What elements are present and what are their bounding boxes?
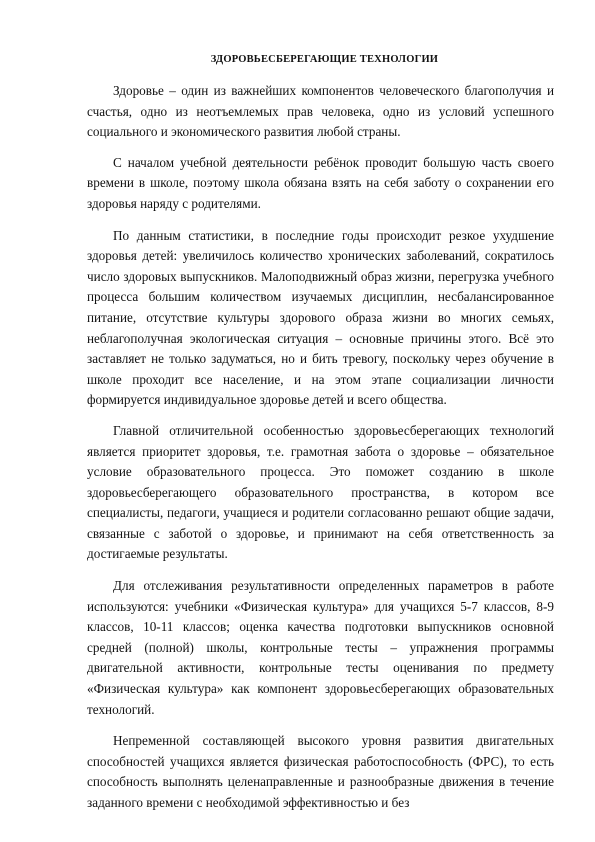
document-title: ЗДОРОВЬЕСБЕРЕГАЮЩИЕ ТЕХНОЛОГИИ	[210, 54, 439, 65]
document-body	[87, 53, 554, 825]
paragraph-health-definition: Здоровье – один из важнейших компонентов человеческого благополучия и счастья, одно из неотъемлемых прав человека, одно из условий успешного социального и экономического развития любой страны.	[87, 83, 554, 140]
paragraph-monitoring: Для отслеживания результативности определенных параметров в работе используются: учебники «Физическая культура» для учащихся 5-7 классов, 8-9 классов, 10-11 классов; оценка качества подготовки выпускников основной средней (полной) школы, контрольные тесты – упражнения программы двигательной активности, контрольные тесты оценивания по предмету «Физическая культура» как компонент здоровьесберегающих образовательных технологий.	[87, 578, 554, 717]
paragraph-main-feature: Главной отличительной особенностью здоровьесберегающих технологий является приоритет здоровья, т.е. грамотная забота о здоровье – обязательное условие образовательного процесса. Это поможет созданию в школе здоровьесберегающего образовательного пространства, в котором все специалисты, педагоги, учащиеся и родители согласованно решают общие задачи, связанные с заботой о здоровье, и принимают на себя ответственность за достигаемые результаты.	[87, 422, 554, 562]
paragraph-statistics: По данным статистики, в последние годы происходит резкое ухудшение здоровья детей: увеличилось количество хронических заболеваний, сократилось число здоровых выпускников. Малоподвижный образ жизни, перегрузка учебного процесса большим количеством изучаемых дисциплин, несбалансированное питание, отсутствие культуры здорового образа жизни во многих семьях, неблагополучная экологическая ситуация – основные причины этого. Всё это заставляет не только задуматься, но и бить тревогу, поскольку через обучение в школе проходит все население, и на этом этапе социализации личности формируется индивидуальное здоровье детей и всего общества.	[87, 227, 554, 408]
paragraph-work-capacity: Непременной составляющей высокого уровня развития двигательных способностей учащихся является физическая работоспособность (ФРС), то есть способность выполнять целенаправленные и разнообразные движения в течение заданного времени с необходимой эффективностью и без	[87, 733, 554, 810]
paragraph-school-responsibility: С началом учебной деятельности ребёнок проводит большую часть своего времени в школе, поэтому школа обязана взять на себя заботу о сохранении его здоровья наряду с родителями.	[87, 154, 554, 211]
